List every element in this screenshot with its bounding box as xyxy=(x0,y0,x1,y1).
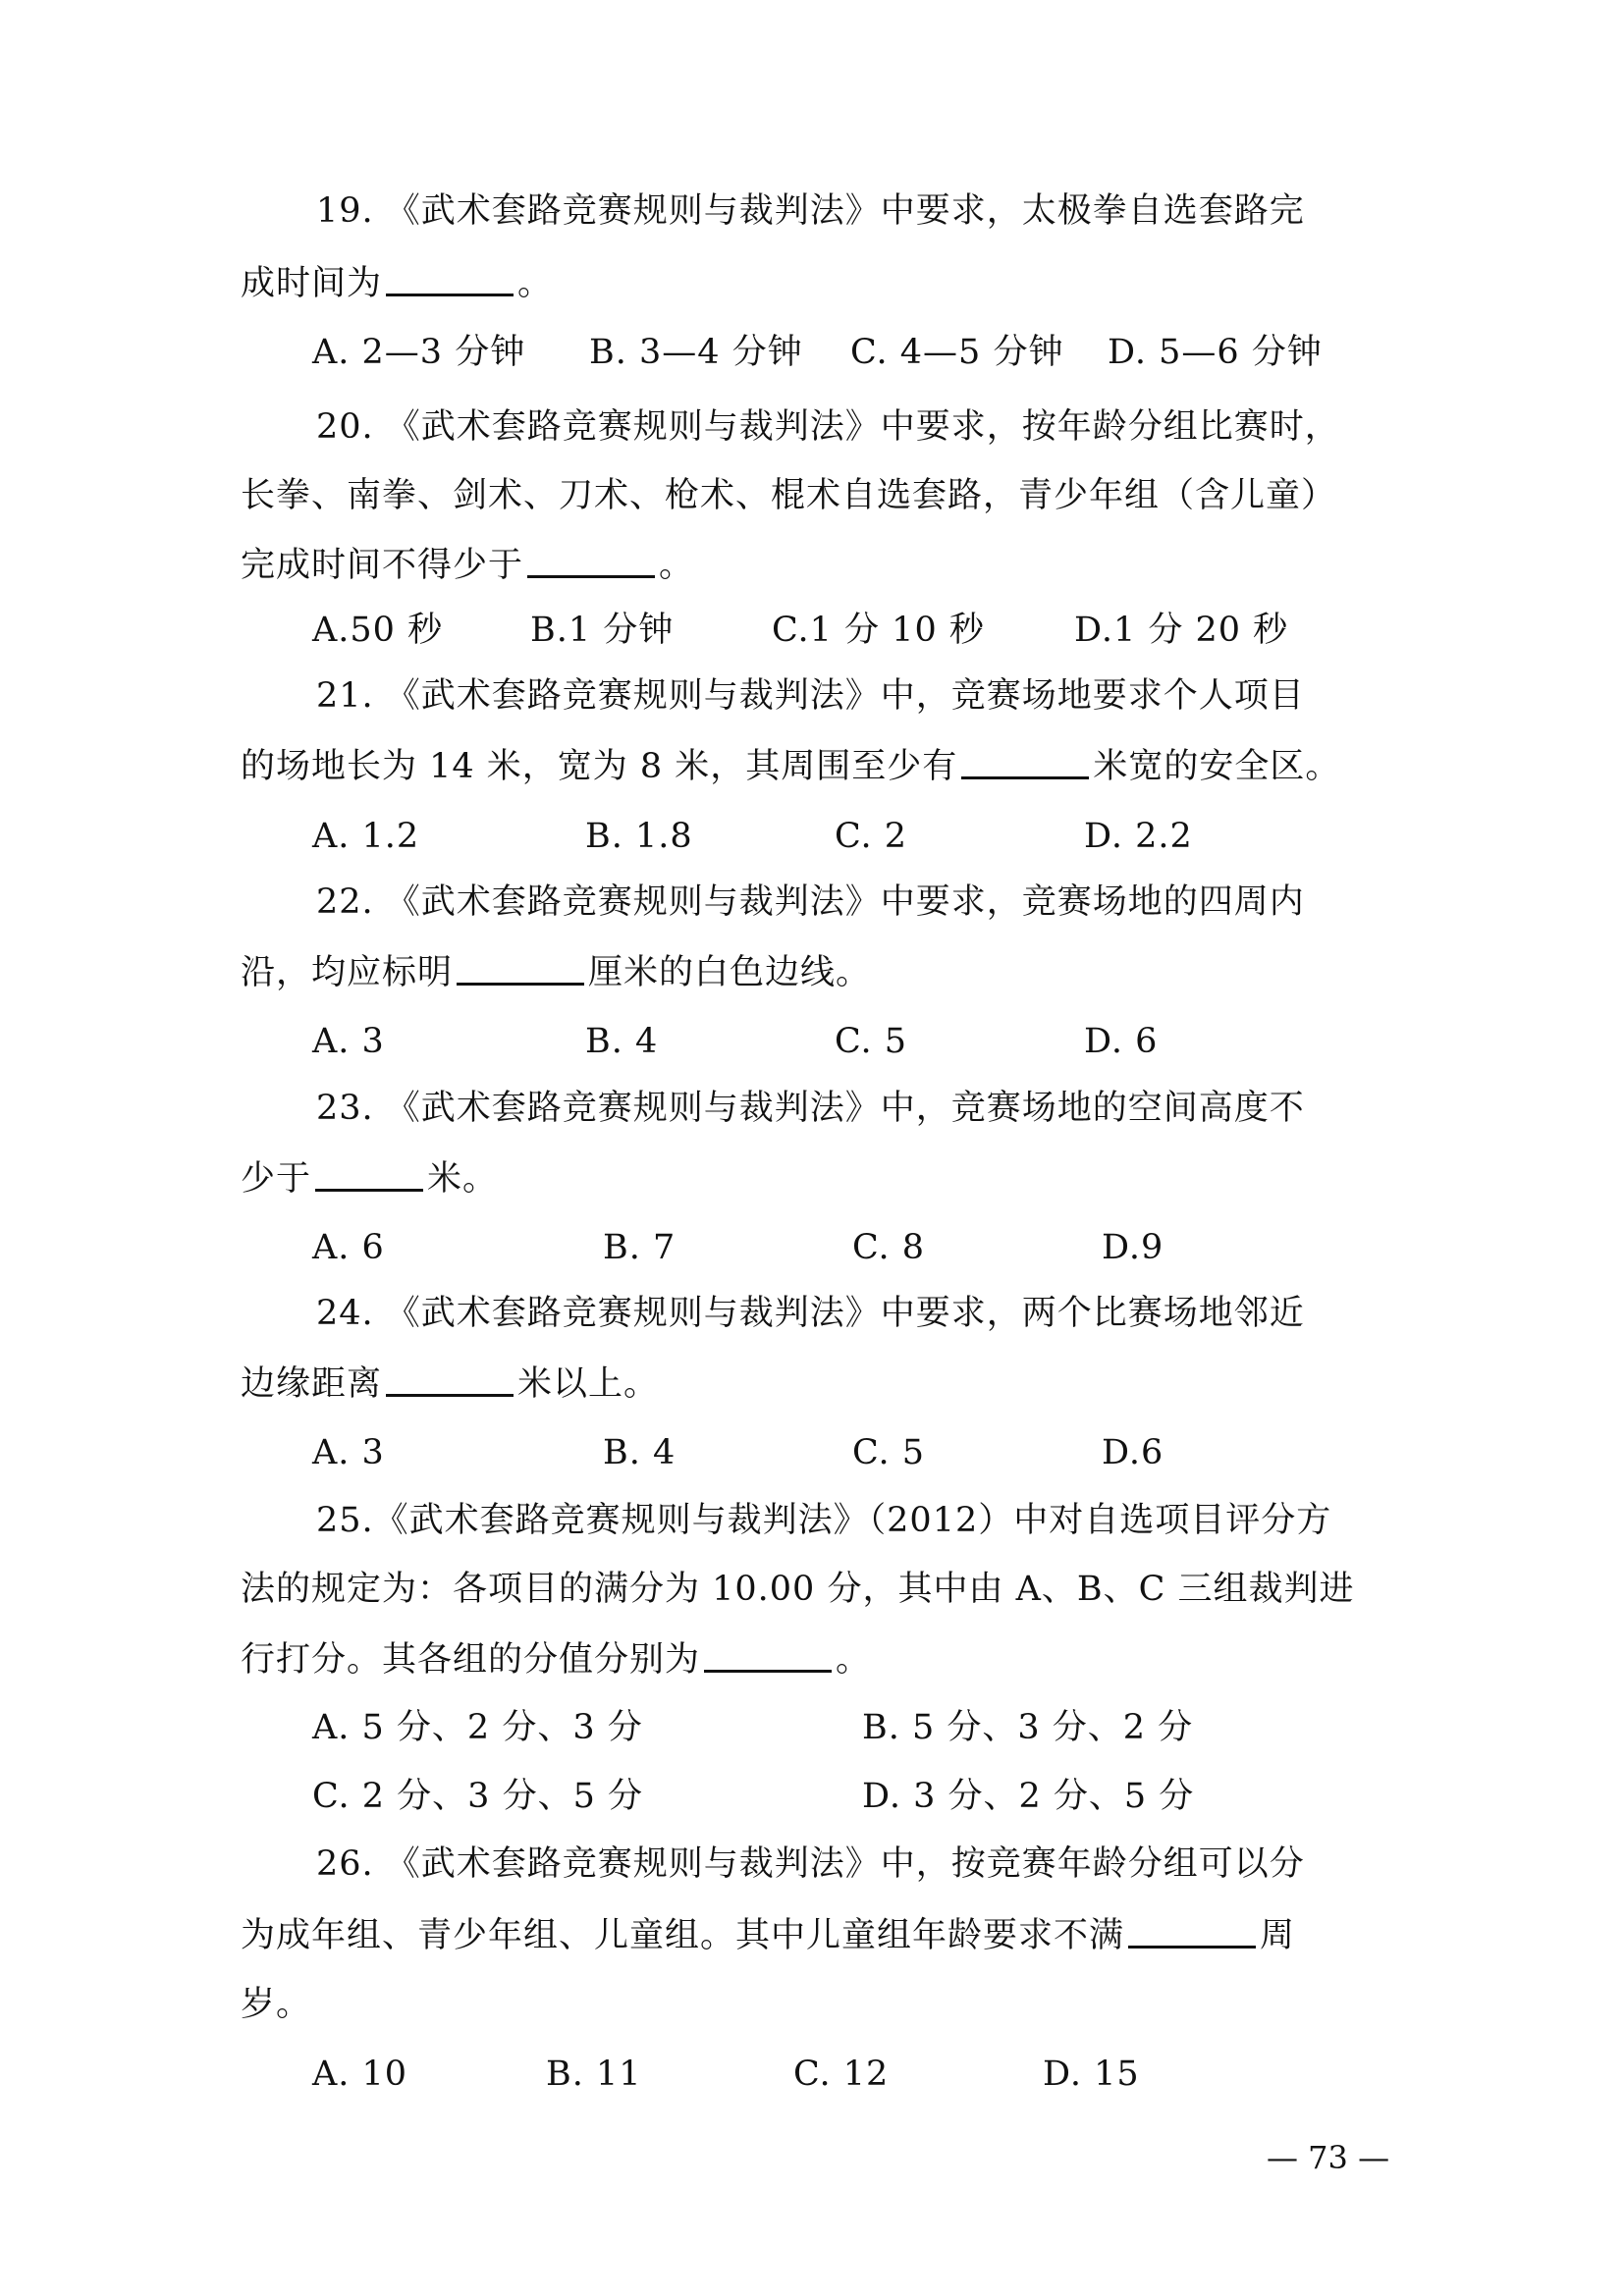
option-c: C. 8 xyxy=(852,1228,926,1267)
question-text-line xyxy=(316,1084,1305,1133)
option-c: C. 5 xyxy=(835,1022,908,1061)
option-b: B. 4 xyxy=(603,1433,677,1472)
question-text-line xyxy=(316,878,1305,927)
question-text: 完成时间不得少于 xyxy=(241,546,524,585)
option-c: C. 4—5 分钟 xyxy=(850,333,1064,372)
option-a: A. 2—3 分钟 xyxy=(312,333,526,372)
question-text: 法的规定为：各项目的满分为 10.00 分，其中由 A、B、C 三组裁判进 xyxy=(241,1570,1355,1609)
option-c: C. 2 xyxy=(835,817,908,856)
question-text-line xyxy=(241,1153,498,1203)
question-text: 的场地长为 14 米，宽为 8 米，其周围至少有 xyxy=(241,747,958,786)
option-b: B. 5 分、3 分、2 分 xyxy=(862,1708,1194,1747)
question-text-line xyxy=(241,741,1340,791)
answer-blank xyxy=(315,1153,423,1192)
option-c: C. 2 分、3 分、5 分 xyxy=(312,1777,643,1816)
question-text: 26. 《武术套路竞赛规则与裁判法》中，按竞赛年龄分组可以分 xyxy=(316,1844,1305,1884)
question-text: 22. 《武术套路竞赛规则与裁判法》中要求，竞赛场地的四周内 xyxy=(316,882,1305,922)
option-d: D. 6 xyxy=(1084,1022,1159,1061)
question-text-line xyxy=(316,671,1305,721)
question-text-line xyxy=(241,540,694,590)
option-b: B. 11 xyxy=(546,2055,642,2094)
answer-blank xyxy=(386,1359,514,1397)
question-text: 周 xyxy=(1260,1916,1296,1955)
option-d: D. 2.2 xyxy=(1084,817,1193,856)
option-c: C. 5 xyxy=(852,1433,926,1472)
question-text-line xyxy=(316,1496,1331,1545)
option-a: A. 5 分、2 分、3 分 xyxy=(312,1708,643,1747)
question-text: 米宽的安全区。 xyxy=(1093,747,1341,786)
question-text: 长拳、南拳、剑术、刀术、枪术、棍术自选套路，青少年组（含儿童） xyxy=(241,476,1337,515)
question-text: 23. 《武术套路竞赛规则与裁判法》中，竞赛场地的空间高度不 xyxy=(316,1089,1305,1128)
question-text: 米。 xyxy=(427,1159,499,1199)
option-a: A. 3 xyxy=(312,1433,385,1472)
option-b: B. 3—4 分钟 xyxy=(589,333,803,372)
question-text: 。 xyxy=(517,264,554,303)
question-text: 。 xyxy=(659,546,695,585)
question-text: 为成年组、青少年组、儿童组。其中儿童组年龄要求不满 xyxy=(241,1916,1125,1955)
question-text: 厘米的白色边线。 xyxy=(588,953,872,992)
question-text: 19. 《武术套路竞赛规则与裁判法》中要求，太极拳自选套路完 xyxy=(316,191,1305,231)
page-number: — 73 — xyxy=(1267,2139,1390,2176)
option-b: B. 7 xyxy=(603,1228,677,1267)
question-text-line xyxy=(241,1565,1354,1614)
question-text-line xyxy=(241,1910,1295,1960)
question-text-line xyxy=(316,187,1305,236)
question-text-line xyxy=(316,1289,1305,1338)
option-a: A. 3 xyxy=(312,1022,385,1061)
option-b: B. 1.8 xyxy=(585,817,693,856)
answer-blank xyxy=(1128,1910,1256,1949)
option-d: D.6 xyxy=(1102,1433,1164,1472)
question-text-line xyxy=(316,1840,1305,1889)
option-b: B.1 分钟 xyxy=(530,611,675,650)
option-d: D.1 分 20 秒 xyxy=(1074,611,1289,650)
question-text: 少于 xyxy=(241,1159,312,1199)
question-text-line xyxy=(241,947,871,997)
answer-blank xyxy=(961,741,1089,779)
question-text: 边缘距离 xyxy=(241,1364,383,1404)
question-text: 行打分。其各组的分值分别为 xyxy=(241,1640,701,1680)
option-d: D. 3 分、2 分、5 分 xyxy=(862,1777,1195,1816)
question-text: 岁。 xyxy=(241,1985,312,2024)
question-text: 25.《武术套路竞赛规则与裁判法》（2012）中对自选项目评分方 xyxy=(316,1501,1332,1540)
question-text: 21. 《武术套路竞赛规则与裁判法》中，竞赛场地要求个人项目 xyxy=(316,676,1305,716)
option-b: B. 4 xyxy=(585,1022,659,1061)
answer-blank xyxy=(386,258,514,296)
question-text: 米以上。 xyxy=(517,1364,660,1404)
question-text: 沿，均应标明 xyxy=(241,953,454,992)
question-text-line xyxy=(241,1980,311,2029)
option-a: A. 1.2 xyxy=(312,817,420,856)
question-text: 。 xyxy=(836,1640,872,1680)
question-text: 成时间为 xyxy=(241,264,383,303)
option-d: D. 5—6 分钟 xyxy=(1108,333,1323,372)
option-c: C. 12 xyxy=(793,2055,890,2094)
option-a: A. 6 xyxy=(312,1228,385,1267)
question-text-line xyxy=(241,1634,871,1684)
question-text-line xyxy=(316,402,1340,452)
question-text-line xyxy=(241,258,553,308)
option-a: A. 10 xyxy=(312,2055,408,2094)
question-text-line xyxy=(241,1359,659,1409)
question-text-line xyxy=(241,471,1336,520)
answer-blank xyxy=(527,540,655,578)
option-d: D. 15 xyxy=(1043,2055,1140,2094)
answer-blank xyxy=(457,947,584,986)
option-c: C.1 分 10 秒 xyxy=(772,611,985,650)
option-a: A.50 秒 xyxy=(312,611,444,650)
question-text: 20. 《武术套路竞赛规则与裁判法》中要求，按年龄分组比赛时， xyxy=(316,407,1340,447)
answer-blank xyxy=(704,1634,832,1673)
option-d: D.9 xyxy=(1102,1228,1164,1267)
question-text: 24. 《武术套路竞赛规则与裁判法》中要求，两个比赛场地邻近 xyxy=(316,1294,1305,1333)
